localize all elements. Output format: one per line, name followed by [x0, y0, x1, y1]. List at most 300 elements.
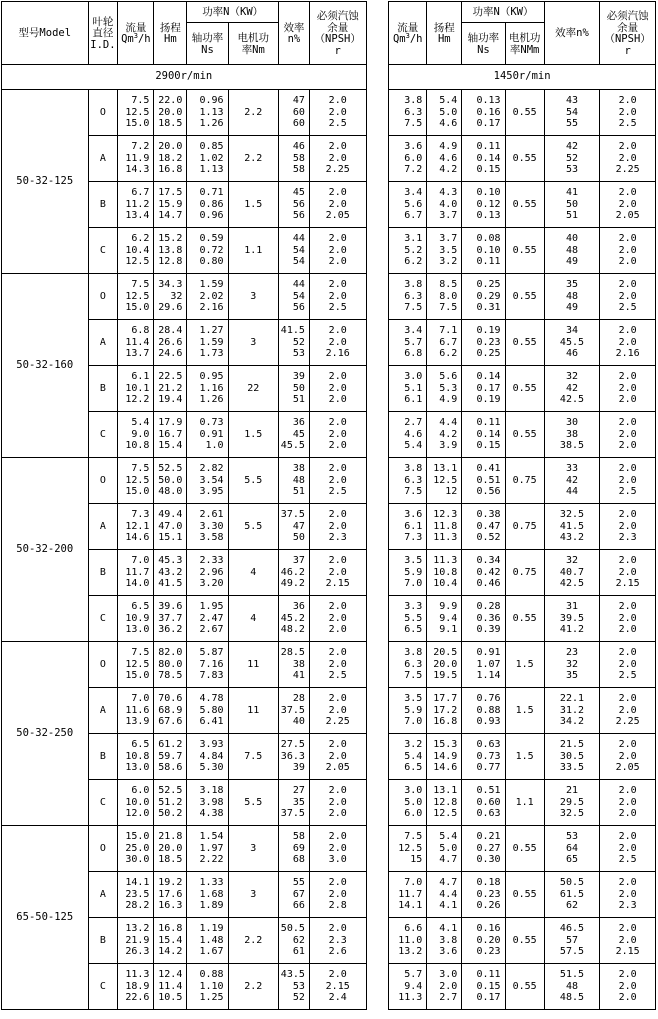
cell-value: 2.0 — [618, 842, 637, 854]
cell-value: 0.39 — [476, 624, 501, 636]
cell-value: 2.0 — [618, 520, 637, 532]
speed-row — [2, 65, 656, 90]
head-cell — [154, 136, 187, 182]
shaft-power-cell-right — [462, 964, 505, 1010]
head-cell — [154, 90, 187, 136]
cell-value: 7.0 — [404, 578, 423, 590]
cell-value: 2.33 — [199, 555, 224, 567]
cell-value: 2.3 — [618, 900, 637, 912]
efficiency-cell — [279, 734, 310, 780]
head-cell — [154, 228, 187, 274]
flow-cell-right — [389, 90, 427, 136]
efficiency-cell — [279, 872, 310, 918]
flow-cell-right — [389, 642, 427, 688]
shaft-power-cell — [187, 550, 228, 596]
flow-cell-right — [389, 596, 427, 642]
cell-value: 2.0 — [328, 624, 347, 636]
column-gap — [366, 320, 389, 366]
cell-value: 26.3 — [125, 946, 150, 958]
cell-value: 0.96 — [199, 95, 224, 107]
cell-value: 43.5 — [280, 969, 305, 981]
cell-value: 54 — [565, 106, 578, 118]
npsh-cell-right — [600, 642, 656, 688]
cell-value: 0.47 — [476, 520, 501, 532]
npsh-cell — [309, 320, 366, 366]
cell-value: 2.0 — [618, 325, 637, 337]
impeller-row — [2, 596, 656, 642]
npsh-header-right: 必须汽蚀 余量 （NPSH） r — [600, 2, 656, 65]
cell-value: 40 — [292, 716, 305, 728]
cell-value: 45.5 — [280, 440, 305, 452]
npsh-cell-right — [600, 366, 656, 412]
impeller-row — [2, 320, 656, 366]
head-cell-right — [427, 320, 462, 366]
cell-value: 2.0 — [618, 279, 637, 291]
cell-value: 2.0 — [328, 187, 347, 199]
cell-value: 2.0 — [618, 371, 637, 383]
cell-value: 44 — [565, 486, 578, 498]
cell-value: 4.3 — [439, 187, 458, 199]
model-name: 50-32-125 — [2, 90, 89, 274]
cell-value: 2.0 — [328, 290, 347, 302]
cell-value: 1.33 — [199, 877, 224, 889]
head-cell — [154, 642, 187, 688]
cell-value: 43 — [565, 95, 578, 107]
cell-value: 2.0 — [618, 417, 637, 429]
npsh-cell — [309, 136, 366, 182]
cell-value: 2.0 — [618, 394, 637, 406]
flow-cell — [118, 274, 154, 320]
cell-value: 2.15 — [615, 946, 640, 958]
cell-value: 0.14 — [476, 428, 501, 440]
cell-value: 22.5 — [158, 371, 183, 383]
cell-value: 6.1 — [404, 520, 423, 532]
cell-value: 6.8 — [404, 348, 423, 360]
cell-value: 14.1 — [398, 900, 423, 912]
shaft-power-cell — [187, 458, 228, 504]
cell-value: 18.5 — [158, 854, 183, 866]
cell-value: 57 — [565, 934, 578, 946]
cell-value: 3.1 — [404, 233, 423, 245]
head-cell — [154, 872, 187, 918]
npsh-header: 必须汽蚀 余量 （NPSH） r — [309, 2, 366, 65]
impeller-id: B — [88, 550, 118, 596]
motor-power-cell-right: 0.75 — [505, 550, 544, 596]
efficiency-cell — [279, 780, 310, 826]
npsh-cell — [309, 688, 366, 734]
cell-value: 11.2 — [125, 198, 150, 210]
motor-power-cell: 2.2 — [228, 918, 278, 964]
flow-cell-right — [389, 688, 427, 734]
cell-value: 2.5 — [618, 854, 637, 866]
flow-cell-right — [389, 366, 427, 412]
cell-value: 1.13 — [199, 164, 224, 176]
npsh-cell-right — [600, 182, 656, 228]
cell-value: 2.0 — [328, 463, 347, 475]
cell-value: 0.93 — [476, 716, 501, 728]
model-header: 型号Model — [2, 2, 89, 65]
model-name: 50-32-160 — [2, 274, 89, 458]
shaft-power-cell-right — [462, 688, 505, 734]
cell-value: 67 — [292, 888, 305, 900]
cell-value: 2.0 — [328, 417, 347, 429]
cell-value: 37.5 — [280, 509, 305, 521]
npsh-cell — [309, 550, 366, 596]
cell-value: 3.5 — [404, 693, 423, 705]
cell-value: 2.0 — [618, 290, 637, 302]
motor-power-cell: 1.5 — [228, 412, 278, 458]
cell-value: 12.5 — [125, 256, 150, 268]
npsh-cell — [309, 458, 366, 504]
cell-value: 1.0 — [205, 440, 224, 452]
cell-value: 0.10 — [476, 187, 501, 199]
cell-value: 41 — [292, 670, 305, 682]
cell-value: 11.7 — [398, 888, 423, 900]
flow-cell-right — [389, 136, 427, 182]
cell-value: 3.2 — [404, 739, 423, 751]
cell-value: 3.8 — [404, 279, 423, 291]
cell-value: 0.31 — [476, 302, 501, 314]
impeller-row — [2, 228, 656, 274]
cell-value: 0.96 — [199, 210, 224, 222]
cell-value: 54 — [292, 256, 305, 268]
cell-value: 7.2 — [131, 141, 150, 153]
cell-value: 12.3 — [433, 509, 458, 521]
cell-value: 3.8 — [404, 463, 423, 475]
cell-value: 68 — [292, 854, 305, 866]
column-gap — [366, 918, 389, 964]
efficiency-cell — [279, 274, 310, 320]
cell-value: 7.5 — [131, 463, 150, 475]
cell-value: 34.3 — [158, 279, 183, 291]
cell-value: 3.4 — [404, 187, 423, 199]
shaft-power-cell — [187, 826, 228, 872]
cell-value: 3.9 — [439, 440, 458, 452]
cell-value: 17.9 — [158, 417, 183, 429]
cell-value: 6.7 — [131, 187, 150, 199]
cell-value: 2.16 — [615, 348, 640, 360]
cell-value: 7.16 — [199, 658, 224, 670]
cell-value: 49 — [565, 302, 578, 314]
cell-value: 4.9 — [439, 141, 458, 153]
header-row-1 — [2, 2, 656, 23]
head-header-right: 扬程 Hm — [427, 2, 462, 65]
efficiency-cell-right — [544, 458, 600, 504]
impeller-id: O — [88, 826, 118, 872]
shaft-power-cell — [187, 136, 228, 182]
cell-value: 19.5 — [433, 670, 458, 682]
cell-value: 21 — [565, 785, 578, 797]
cell-value: 43.2 — [158, 566, 183, 578]
cell-value: 27.5 — [280, 739, 305, 751]
cell-value: 15.1 — [158, 532, 183, 544]
shaft-power-cell-right — [462, 274, 505, 320]
cell-value: 33 — [565, 463, 578, 475]
head-cell-right — [427, 182, 462, 228]
cell-value: 10.8 — [125, 750, 150, 762]
cell-value: 2.0 — [618, 704, 637, 716]
cell-value: 1.13 — [199, 106, 224, 118]
cell-value: 20.5 — [433, 647, 458, 659]
cell-value: 42.5 — [559, 394, 585, 406]
cell-value: 2.0 — [618, 95, 637, 107]
cell-value: 1.59 — [199, 336, 224, 348]
column-gap — [366, 872, 389, 918]
cell-value: 2.5 — [328, 302, 347, 314]
cell-value: 35 — [565, 670, 578, 682]
impeller-id: B — [88, 182, 118, 228]
cell-value: 46.5 — [559, 923, 585, 935]
cell-value: 55 — [292, 877, 305, 889]
shaft-power-cell-right — [462, 458, 505, 504]
cell-value: 18.2 — [158, 152, 183, 164]
cell-value: 48 — [565, 244, 578, 256]
cell-value: 15.2 — [158, 233, 183, 245]
cell-value: 42 — [565, 474, 578, 486]
cell-value: 52.5 — [158, 785, 183, 797]
head-cell — [154, 458, 187, 504]
cell-value: 2.0 — [328, 336, 347, 348]
cell-value: 59.7 — [158, 750, 183, 762]
cell-value: 53 — [292, 980, 305, 992]
cell-value: 6.0 — [131, 785, 150, 797]
cell-value: 2.3 — [618, 532, 637, 544]
cell-value: 12.2 — [125, 394, 150, 406]
cell-value: 6.3 — [404, 658, 423, 670]
cell-value: 12.5 — [125, 106, 150, 118]
cell-value: 32.5 — [559, 808, 585, 820]
cell-value: 2.0 — [328, 647, 347, 659]
cell-value: 64 — [565, 842, 578, 854]
shaft-power-cell — [187, 688, 228, 734]
npsh-cell — [309, 228, 366, 274]
impeller-header: 叶轮 直径 I.D. — [88, 2, 118, 65]
shaft-power-cell — [187, 872, 228, 918]
cell-value: 20.0 — [158, 106, 183, 118]
motor-power-cell-right: 0.55 — [505, 274, 544, 320]
cell-value: 2.0 — [328, 612, 347, 624]
cell-value: 16.8 — [158, 164, 183, 176]
cell-value: 28.2 — [125, 900, 150, 912]
cell-value: 14.2 — [158, 946, 183, 958]
npsh-cell-right — [600, 228, 656, 274]
cell-value: 42 — [565, 382, 578, 394]
cell-value: 66 — [292, 900, 305, 912]
cell-value: 3.0 — [439, 969, 458, 981]
cell-value: 2.0 — [618, 152, 637, 164]
cell-value: 45 — [292, 428, 305, 440]
cell-value: 0.26 — [476, 900, 501, 912]
cell-value: 0.11 — [476, 969, 501, 981]
cell-value: 4.4 — [439, 417, 458, 429]
cell-value: 39 — [292, 371, 305, 383]
cell-value: 12.5 — [433, 474, 458, 486]
npsh-cell-right — [600, 964, 656, 1010]
cell-value: 13.0 — [125, 624, 150, 636]
cell-value: 5.6 — [404, 198, 423, 210]
cell-value: 2.0 — [328, 658, 347, 670]
cell-value: 3.5 — [404, 555, 423, 567]
cell-value: 37.5 — [280, 808, 305, 820]
motor-power-cell: 2.2 — [228, 90, 278, 136]
cell-value: 45.5 — [559, 336, 585, 348]
cell-value: 14.6 — [125, 532, 150, 544]
cell-value: 9.4 — [404, 980, 423, 992]
cell-value: 2.0 — [618, 187, 637, 199]
cell-value: 28.4 — [158, 325, 183, 337]
cell-value: 2.0 — [328, 520, 347, 532]
cell-value: 2.0 — [328, 428, 347, 440]
cell-value: 7.0 — [404, 716, 423, 728]
flow-cell-right — [389, 550, 427, 596]
cell-value: 15.0 — [125, 302, 150, 314]
cell-value: 4.6 — [439, 152, 458, 164]
cell-value: 78.5 — [158, 670, 183, 682]
efficiency-cell-right — [544, 504, 600, 550]
cell-value: 7.5 — [131, 95, 150, 107]
cell-value: 3.4 — [404, 325, 423, 337]
model-name: 50-32-200 — [2, 458, 89, 642]
cell-value: 3.0 — [404, 371, 423, 383]
motor-power-cell-right: 0.55 — [505, 90, 544, 136]
head-cell — [154, 320, 187, 366]
flow-cell-right — [389, 918, 427, 964]
cell-value: 7.0 — [404, 877, 423, 889]
cell-value: 0.13 — [476, 95, 501, 107]
impeller-row — [2, 826, 656, 872]
flow-cell — [118, 90, 154, 136]
efficiency-cell — [279, 826, 310, 872]
cell-value: 3.0 — [328, 854, 347, 866]
flow-cell — [118, 228, 154, 274]
cell-value: 2.0 — [618, 693, 637, 705]
motor-power-header-right: 电机功 率NMm — [505, 23, 544, 65]
cell-value: 5.0 — [439, 106, 458, 118]
cell-value: 39.5 — [559, 612, 585, 624]
cell-value: 11.3 — [398, 992, 423, 1004]
motor-power-cell: 5.5 — [228, 780, 278, 826]
column-gap — [366, 780, 389, 826]
cell-value: 2.0 — [618, 980, 637, 992]
cell-value: 0.12 — [476, 198, 501, 210]
cell-value: 0.56 — [476, 486, 501, 498]
motor-power-cell: 5.5 — [228, 504, 278, 550]
cell-value: 0.17 — [476, 992, 501, 1004]
cell-value: 2.0 — [618, 750, 637, 762]
flow-cell-right — [389, 412, 427, 458]
motor-power-cell-right: 0.55 — [505, 136, 544, 182]
cell-value: 61.2 — [158, 739, 183, 751]
npsh-cell — [309, 274, 366, 320]
head-cell — [154, 964, 187, 1010]
motor-power-cell: 3 — [228, 320, 278, 366]
efficiency-cell — [279, 642, 310, 688]
cell-value: 6.3 — [404, 474, 423, 486]
shaft-power-cell-right — [462, 734, 505, 780]
cell-value: 0.63 — [476, 808, 501, 820]
shaft-power-cell-right — [462, 596, 505, 642]
npsh-cell-right — [600, 412, 656, 458]
cell-value: 3.6 — [404, 141, 423, 153]
efficiency-cell-right — [544, 642, 600, 688]
motor-power-cell: 3 — [228, 274, 278, 320]
cell-value: 19.4 — [158, 394, 183, 406]
cell-value: 15.4 — [158, 440, 183, 452]
cell-value: 11.9 — [125, 152, 150, 164]
head-cell — [154, 688, 187, 734]
cell-value: 2.0 — [328, 923, 347, 935]
flow-cell-right — [389, 320, 427, 366]
cell-value: 21.9 — [125, 934, 150, 946]
cell-value: 2.0 — [328, 842, 347, 854]
cell-value: 0.41 — [476, 463, 501, 475]
motor-power-cell-right: 1.5 — [505, 734, 544, 780]
cell-value: 10.4 — [125, 244, 150, 256]
cell-value: 48.0 — [158, 486, 183, 498]
efficiency-cell — [279, 182, 310, 228]
cell-value: 6.0 — [404, 152, 423, 164]
cell-value: 0.25 — [476, 279, 501, 291]
cell-value: 36 — [292, 417, 305, 429]
column-gap — [366, 65, 389, 90]
cell-value: 2.0 — [618, 934, 637, 946]
motor-power-cell: 4 — [228, 596, 278, 642]
impeller-id: C — [88, 228, 118, 274]
column-gap — [366, 90, 389, 136]
motor-power-cell-right: 0.55 — [505, 918, 544, 964]
cell-value: 0.15 — [476, 980, 501, 992]
cell-value: 62 — [292, 934, 305, 946]
cell-value: 1.19 — [199, 923, 224, 935]
cell-value: 32 — [170, 290, 183, 302]
impeller-id: C — [88, 412, 118, 458]
cell-value: 80.0 — [158, 658, 183, 670]
cell-value: 5.0 — [439, 842, 458, 854]
cell-value: 51.2 — [158, 796, 183, 808]
cell-value: 10.0 — [125, 796, 150, 808]
impeller-id: O — [88, 274, 118, 320]
cell-value: 40.7 — [559, 566, 585, 578]
cell-value: 45.2 — [280, 612, 305, 624]
cell-value: 31 — [565, 601, 578, 613]
cell-value: 2.0 — [328, 785, 347, 797]
cell-value: 2.0 — [328, 693, 347, 705]
impeller-row — [2, 780, 656, 826]
cell-value: 11.3 — [125, 969, 150, 981]
impeller-row — [2, 182, 656, 228]
cell-value: 7.0 — [131, 693, 150, 705]
head-cell-right — [427, 504, 462, 550]
cell-value: 43.2 — [559, 532, 585, 544]
shaft-power-cell — [187, 964, 228, 1010]
cell-value: 0.88 — [476, 704, 501, 716]
impeller-id: B — [88, 918, 118, 964]
efficiency-cell-right — [544, 872, 600, 918]
cell-value: 2.25 — [325, 716, 350, 728]
cell-value: 15 — [410, 854, 423, 866]
cell-value: 7.2 — [404, 164, 423, 176]
cell-value: 2.15 — [325, 578, 350, 590]
head-cell-right — [427, 780, 462, 826]
cell-value: 33.5 — [559, 762, 585, 774]
cell-value: 2.0 — [618, 336, 637, 348]
flow-cell — [118, 734, 154, 780]
cell-value: 0.11 — [476, 256, 501, 268]
cell-value: 13.0 — [125, 762, 150, 774]
head-cell-right — [427, 90, 462, 136]
shaft-power-cell-right — [462, 642, 505, 688]
cell-value: 1.54 — [199, 831, 224, 843]
